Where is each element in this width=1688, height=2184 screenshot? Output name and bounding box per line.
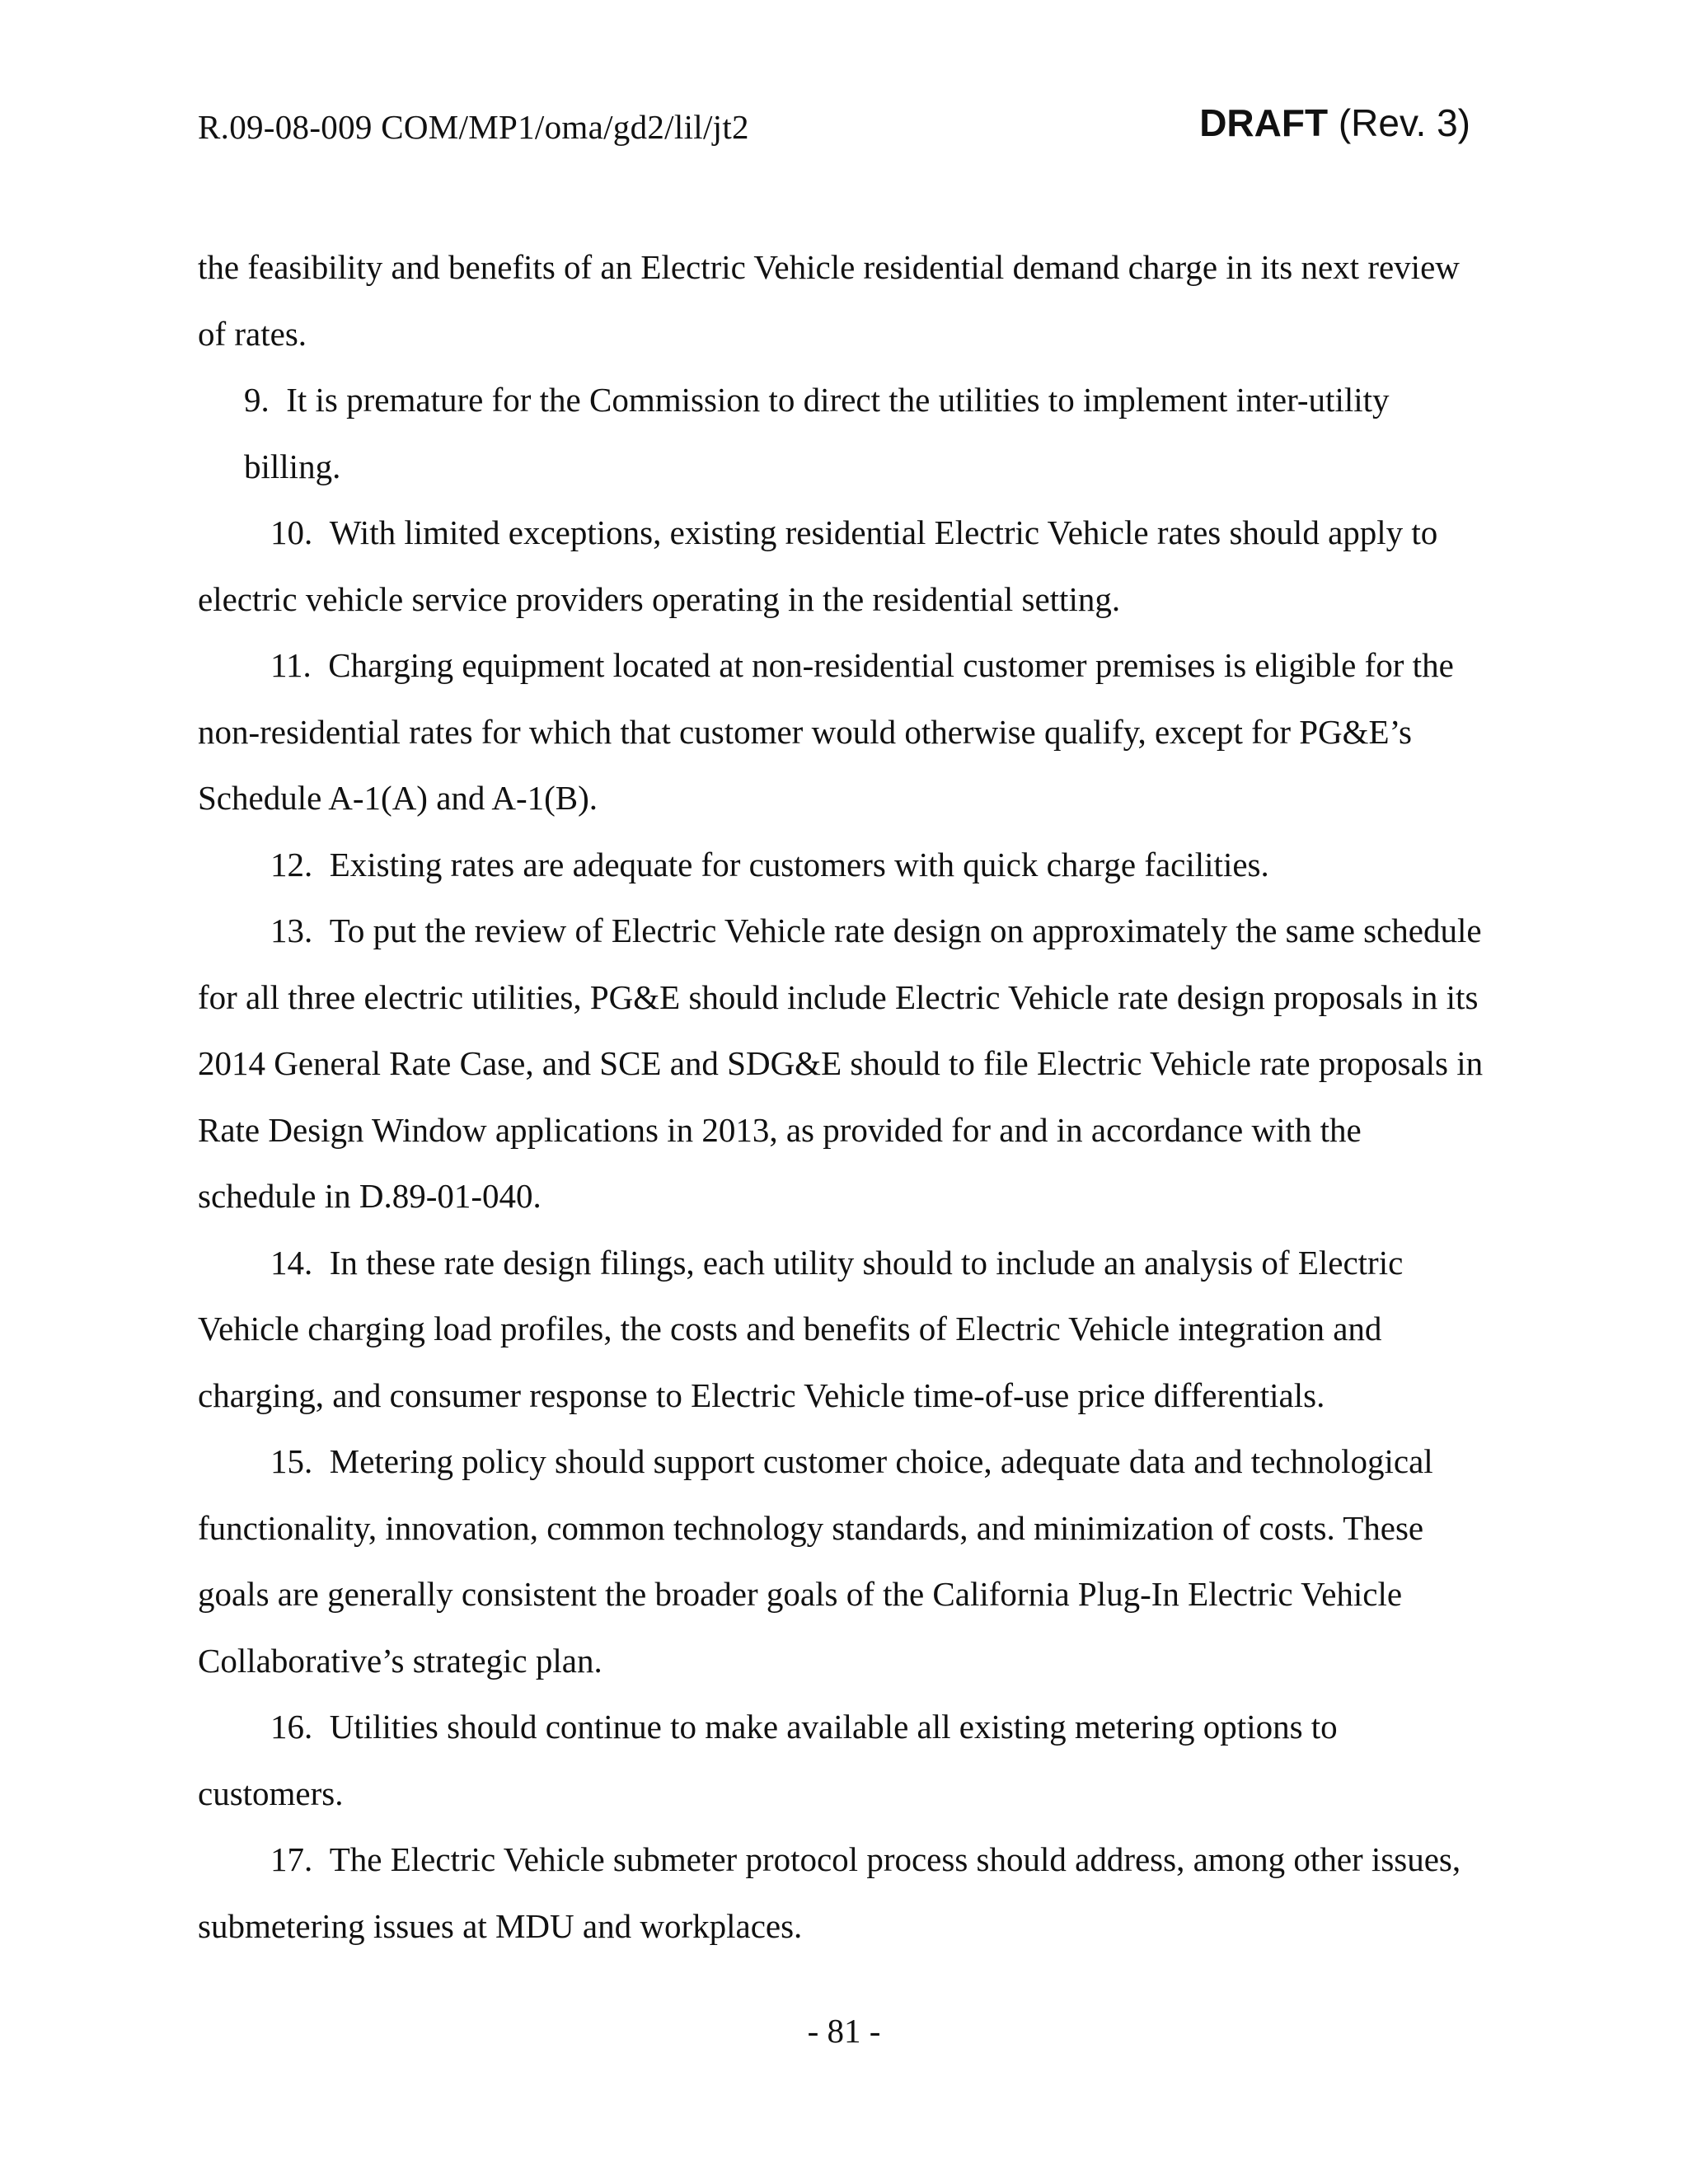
finding-17	[198, 1826, 1484, 1959]
item-number: 16.	[270, 1708, 313, 1746]
draft-label	[1199, 101, 1470, 145]
item-number: 14.	[270, 1243, 313, 1282]
item-number: 11.	[270, 646, 312, 684]
item-number: 17.	[270, 1840, 313, 1878]
draft-word: DRAFT	[1199, 101, 1329, 144]
document-body	[198, 234, 1484, 1959]
page-number: - 81 -	[807, 2012, 881, 2050]
finding-14	[198, 1230, 1484, 1429]
item-text: The Electric Vehicle submeter protocol process should address, among other issues, submetering issues at MDU and workplaces.	[198, 1840, 1461, 1945]
finding-12	[198, 832, 1484, 898]
item-text: Charging equipment located at non-residential customer premises is eligible for the non-residential rates for which that customer would otherwise qualify, except for PG&E’s Schedule A-1(A) and A-1(B).	[198, 646, 1454, 817]
finding-13	[198, 898, 1484, 1230]
item-text: It is premature for the Commission to direct the utilities to implement inter-utility billing.	[244, 381, 1390, 485]
item-number: 9.	[244, 381, 270, 419]
item-text: With limited exceptions, existing residential Electric Vehicle rates should apply to electric vehicle service providers operating in the residential setting.	[198, 513, 1438, 618]
item-text: Utilities should continue to make available all existing metering options to customers.	[198, 1708, 1338, 1812]
page-header	[198, 101, 1470, 158]
docket-number: R.09-08-009 COM/MP1/oma/gd2/lil/jt2	[198, 108, 749, 146]
item-text: Existing rates are adequate for customers with quick charge facilities.	[329, 845, 1269, 883]
item-number: 15.	[270, 1442, 313, 1480]
finding-10	[198, 499, 1484, 632]
continuation-paragraph: the feasibility and benefits of an Electric Vehicle residential demand charge in its next review of rates.	[198, 248, 1460, 353]
item-number: 10.	[270, 513, 313, 551]
item-text: In these rate design filings, each utility should to include an analysis of Electric Vehicle charging load profiles, the costs and benefits of Electric Vehicle integration and charging, and consumer response to Electric Vehicle time-of-use price differentials.	[198, 1243, 1404, 1414]
item-number: 12.	[270, 845, 313, 883]
finding-16	[198, 1694, 1484, 1826]
draft-revision: (Rev. 3)	[1338, 101, 1470, 144]
finding-9	[198, 367, 1484, 499]
item-text: Metering policy should support customer choice, adequate data and technological functionality, innovation, common technology standards, and minimization of costs. These goals are generally consistent the broader goals of the California Plug-In Electric Vehicle Collaborative’s strategic plan.	[198, 1442, 1433, 1680]
finding-15	[198, 1428, 1484, 1694]
item-text: To put the review of Electric Vehicle rate design on approximately the same schedule for all three electric utilities, PG&E should include Electric Vehicle rate design proposals in its 2014 General Rate Case, and SCE and SDG&E should to file Electric Vehicle rate proposals in Rate Design Window applications in 2013, as provided for and in accordance with the schedule in D.89-01-040.	[198, 912, 1484, 1215]
finding-11	[198, 632, 1484, 832]
item-number: 13.	[270, 912, 313, 949]
